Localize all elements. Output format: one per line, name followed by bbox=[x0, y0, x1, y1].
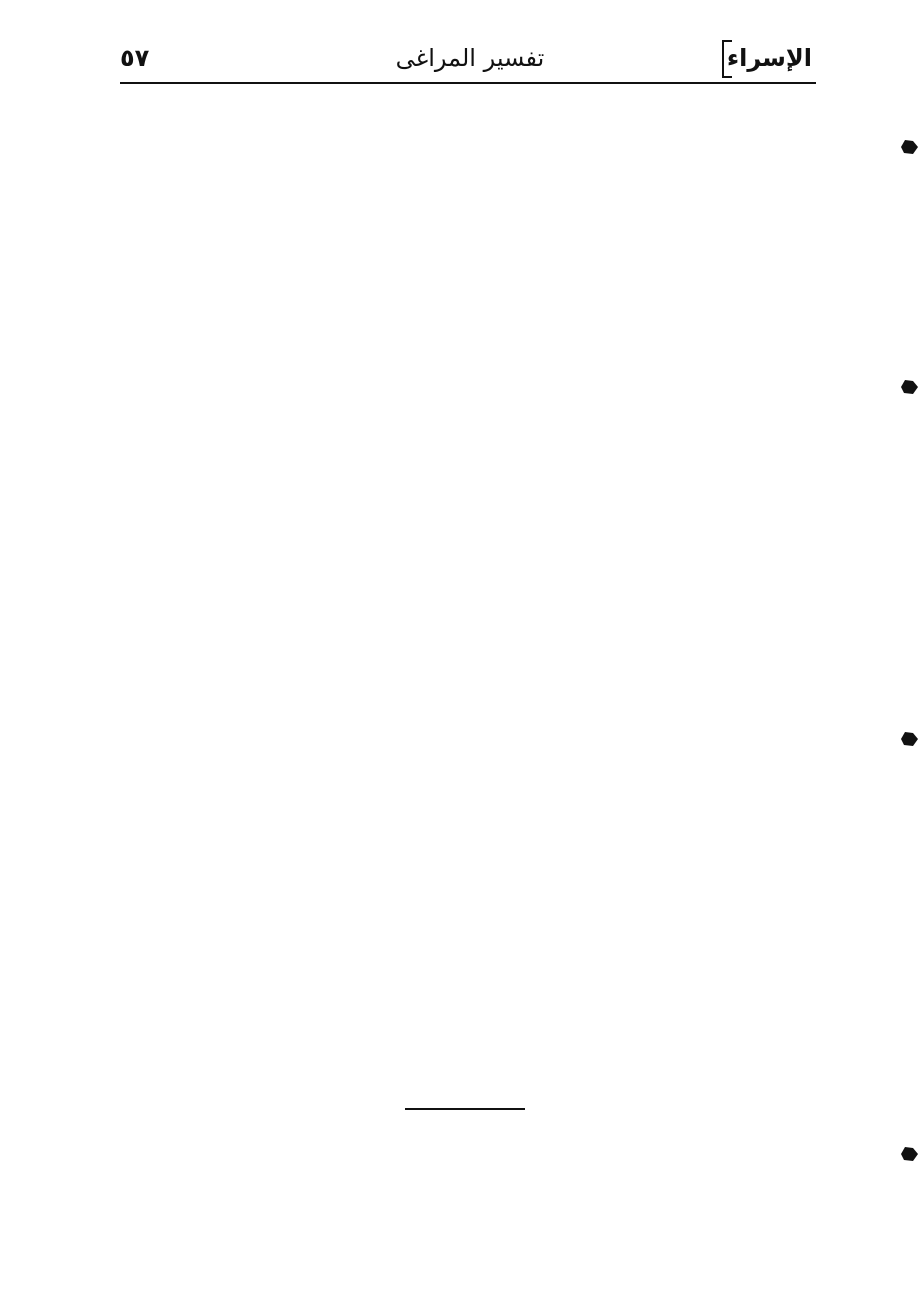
binding-hole-mark bbox=[899, 730, 919, 748]
section-divider bbox=[405, 1108, 525, 1110]
surah-name: الإسراء bbox=[726, 44, 812, 72]
page-number: ٥٧ bbox=[120, 44, 150, 72]
page-header bbox=[120, 38, 820, 78]
header-rule bbox=[120, 82, 816, 84]
book-title: تفسير المراغى bbox=[395, 44, 545, 72]
binding-hole-mark bbox=[899, 1145, 919, 1163]
binding-hole-mark bbox=[899, 138, 919, 156]
binding-hole-mark bbox=[899, 378, 919, 396]
header-bracket bbox=[722, 40, 732, 78]
